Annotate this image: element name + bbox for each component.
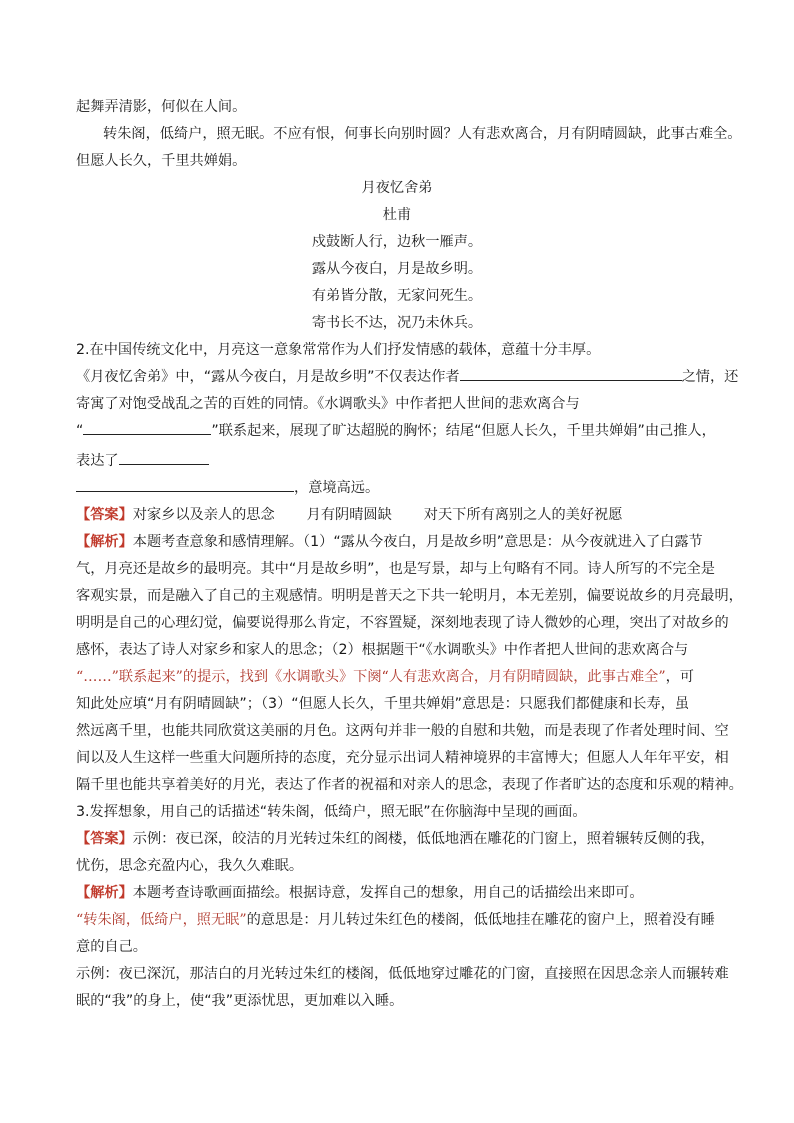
analysis-text: ，可 [665, 669, 694, 685]
analysis-line: 意的自己。 [76, 939, 147, 955]
q2-text: ”联系起来，展现了旷达超脱的胸怀；结尾“但愿人长久，千里共婵娟”由己推人， [211, 423, 716, 439]
poem1-line3: 但愿人长久，千里共婵娟。 [76, 153, 247, 169]
q3-answer [76, 826, 736, 852]
q3-analysis [76, 880, 736, 906]
poem2-title: 月夜忆舍弟 [361, 180, 433, 196]
q2-text: ，意境高远。 [294, 480, 380, 496]
answer-item: 对天下所有离别之人的美好祝愿 [423, 507, 623, 523]
poem2-verse: 露从今夜白，月是故乡明。 [311, 261, 483, 277]
analysis-line: 间以及人生这样一些重大问题所持的态度，充分显示出词人精神境界的丰富博大；但愿人人年年平安，相 [76, 750, 729, 766]
answer-blank-3[interactable] [119, 449, 209, 465]
question-2-line [76, 475, 736, 501]
poem2-verse: 有弟皆分散，无家问死生。 [311, 288, 483, 304]
analysis-line: 明明是自己的心理幻觉，偏要说得那么肯定，不容置疑，深刻地表现了诗人微妙的心理，突出了对故乡的 [76, 615, 729, 631]
answer-item: 对家乡以及亲人的思念 [132, 507, 275, 523]
answer-blank-3-continued[interactable] [76, 476, 294, 492]
analysis-tag: 【解析】 [76, 534, 133, 550]
analysis-line: 知此处应填“月有阴晴圆缺”；（3）“但愿人长久，千里共婵娟”意思是：只愿我们都健康和长寿，虽 [76, 696, 690, 712]
answer-blank-2[interactable] [83, 419, 211, 435]
q2-answer [76, 502, 736, 528]
analysis-line: 感怀，表达了诗人对家乡和家人的思念；（2）根据题干“《水调歌头》中作者把人世间的悲欢离合与 [76, 642, 689, 658]
analysis-line: 然远离千里，也能共同欣赏这美丽的月色。这两句并非一般的自慰和共勉，而是表现了作者处理时间、空 [76, 723, 729, 739]
q2-text: “ [76, 423, 84, 439]
answer-item: 月有阴晴圆缺 [306, 507, 392, 523]
analysis-text: 本题考查诗歌画面描绘。根据诗意，发挥自己的想象，用自己的话描绘出来即可。 [132, 885, 644, 901]
q2-text: 《月夜忆舍弟》中，“露从今夜白，月是故乡明”不仅表达作者 [76, 369, 460, 385]
answer-tag: 【答案】 [76, 831, 133, 847]
question-2-line: 寄寓了对饱受战乱之苦的百姓的同情。《水调歌头》中作者把人世间的悲欢离合与 [76, 396, 580, 412]
highlighted-quote: “……”联系起来”的提示，找到《水调歌头》下阕“人有悲欢离合，月有阴晴圆缺，此事古难全” [76, 669, 666, 685]
answer-line: 忧伤，思念充盈内心，我久久难眠。 [76, 858, 304, 874]
analysis-line: 眠的“我”的身上，使“我”更添忧思，更加难以入睡。 [76, 993, 404, 1009]
question-2-line [76, 448, 736, 474]
answer-tag: 【答案】 [76, 507, 133, 523]
analysis-line: 隔千里也能共享着美好的月光，表达了作者的祝福和对亲人的思念，表现了作者旷达的态度和乐观的精神。 [76, 777, 743, 793]
analysis-tag: 【解析】 [76, 885, 133, 901]
analysis-text: 本题考查意象和感情理解。（1）“露从今夜白，月是故乡明”意思是：从今夜就进入了白露节 [132, 534, 703, 550]
analysis-line: 气，月亮还是故乡的最明亮。其中“月是故乡明”，也是写景，却与上句略有不同。诗人所写的不完全是 [76, 561, 715, 577]
poem2-verse: 戍鼓断人行，边秋一雁声。 [311, 234, 483, 250]
analysis-line: 示例：夜已深沉，那洁白的月光转过朱红的楼阁，低低地穿过雕花的门窗，直接照在因思念亲人而辗转难 [76, 966, 729, 982]
question-2-line [76, 364, 739, 390]
answer-text: 示例：夜已深，皎洁的月光转过朱红的阁楼，低低地洒在雕花的门窗上，照着辗转反侧的我， [132, 831, 715, 847]
poem1-line2: 转朱阁，低绮户，照无眠。不应有恨，何事长向别时圆？人有悲欢离合，月有阴晴圆缺，此事古难全。 [103, 126, 742, 142]
analysis-text: 的意思是：月儿转过朱红色的楼阁，低低地挂在雕花的窗户上，照着没有睡 [246, 912, 715, 928]
poem1-line1: 起舞弄清影，何似在人间。 [76, 99, 247, 115]
question-2-stem: 2.在中国传统文化中，月亮这一意象常常作为人们抒发情感的载体，意蕴十分丰厚。 [76, 342, 601, 358]
question-3-stem: 3.发挥想象，用自己的话描述“转朱阁，低绮户，照无眠”在你脑海中呈现的画面。 [76, 804, 587, 820]
poem2-verse: 寄书长不达，况乃未休兵。 [311, 315, 483, 331]
question-2-line [76, 418, 736, 444]
analysis-line [76, 664, 736, 690]
q2-analysis [76, 529, 736, 555]
poem2-author: 杜甫 [382, 207, 412, 223]
answer-blank-1[interactable] [460, 365, 682, 381]
q2-text: 表达了 [76, 453, 119, 469]
analysis-line [76, 907, 736, 933]
analysis-line: 客观实景，而是融入了自己的主观感情。明明是普天之下共一轮明月，本无差别，偏要说故乡的月亮最明， [76, 588, 743, 604]
highlighted-quote: “转朱阁，低绮户，照无眠” [76, 912, 247, 928]
q2-text: 之情，还 [681, 369, 739, 385]
